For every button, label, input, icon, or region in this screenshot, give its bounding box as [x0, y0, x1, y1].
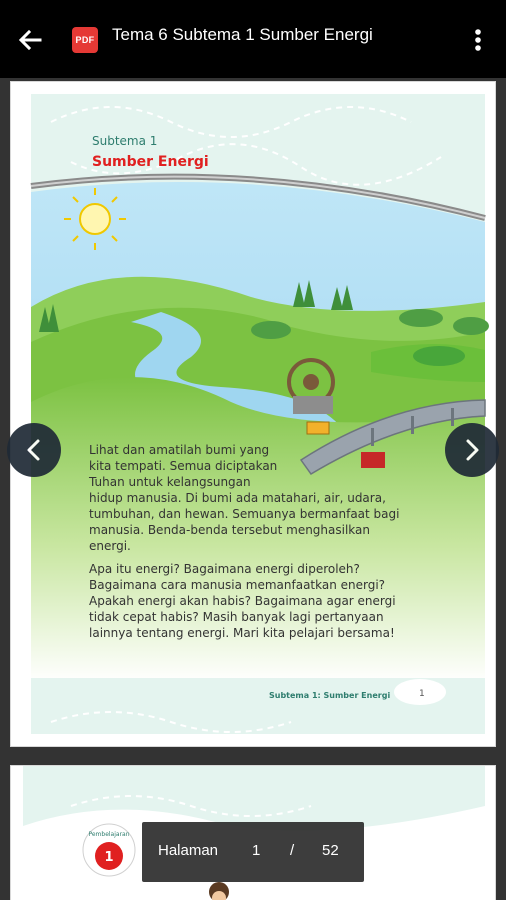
paragraph-line: hidup manusia. Di bumi ada matahari, air, udara,: [89, 491, 386, 505]
previous-page-button[interactable]: [7, 423, 61, 477]
page-footer-label: Subtema 1: Sumber Energi: [269, 691, 391, 700]
more-options-icon[interactable]: [466, 24, 490, 56]
back-arrow-icon[interactable]: [14, 24, 46, 56]
paragraph-line: Bagaimana cara manusia memanfaatkan energi?: [89, 578, 386, 592]
next-page-button[interactable]: [445, 423, 499, 477]
page-illustration: [11, 82, 495, 746]
page-heading: Sumber Energi: [92, 154, 209, 170]
paragraph-line: tidak cepat habis? Masih banyak lagi pertanyaan: [89, 610, 384, 624]
pembelajaran-badge: [83, 824, 135, 876]
document-title: Tema 6 Subtema 1 Sumber Energi: [112, 25, 373, 44]
pdf-viewer[interactable]: [0, 78, 506, 900]
paragraph-line: lainnya tentang energi. Mari kita pelajari bersama!: [89, 626, 395, 640]
pdf-file-icon: PDF: [72, 27, 98, 53]
app-bar: [0, 0, 506, 78]
badge-label: Pembelajaran: [88, 831, 130, 838]
page-indicator: [142, 822, 364, 882]
paragraph-line: kita tempati. Semua diciptakan: [89, 459, 278, 473]
paragraph-line: Apakah energi akan habis? Bagaimana agar energi: [89, 594, 396, 608]
page-indicator-label: Halaman: [158, 842, 219, 859]
current-page-number: 1: [252, 842, 261, 859]
chevron-right-icon: [445, 423, 499, 477]
paragraph-line: Apa itu energi? Bagaimana energi diperoleh?: [89, 562, 360, 576]
paragraph-2: [89, 562, 396, 640]
page-footer-number: 1: [419, 689, 425, 699]
paragraph-line: energi.: [89, 539, 131, 553]
chevron-left-icon: [7, 423, 61, 477]
paragraph-line: Tuhan untuk kelangsungan: [89, 475, 251, 489]
badge-number: 1: [104, 850, 114, 865]
total-pages: 52: [322, 842, 339, 859]
paragraph-line: tumbuhan, dan hewan. Semuanya bermanfaat bagi: [89, 507, 400, 521]
paragraph-line: manusia. Benda-benda tersebut menghasilkan: [89, 523, 371, 537]
subtema-label: Subtema 1: [92, 134, 158, 148]
pdf-page-1: [11, 82, 495, 746]
paragraph-line: Lihat dan amatilah bumi yang: [89, 443, 270, 457]
page-separator: /: [290, 842, 295, 859]
